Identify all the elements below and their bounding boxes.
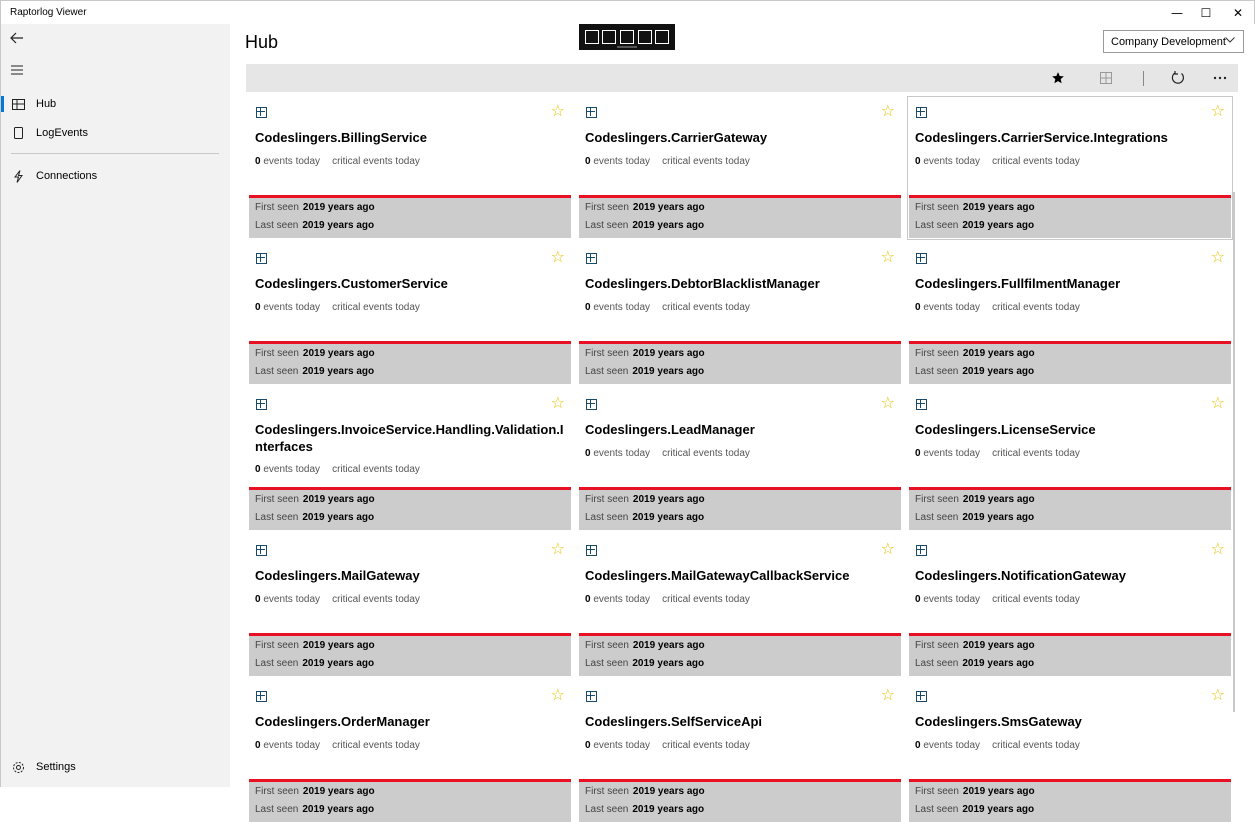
first-seen-value: 2019 years ago: [302, 786, 375, 797]
critical-events-label: critical events today: [332, 156, 420, 167]
first-seen-label: First seen: [255, 494, 299, 505]
service-name: Codeslingers.DebtorBlacklistManager: [585, 276, 820, 291]
event-stats: [915, 448, 1080, 459]
first-seen-label: First seen: [585, 494, 629, 505]
service-card[interactable]: [249, 536, 571, 676]
sidebar-item-label: Connections: [36, 170, 98, 182]
favorite-star-icon[interactable]: ☆: [880, 247, 895, 266]
critical-events-label: critical events today: [332, 464, 420, 475]
last-seen-value: 2019 years ago: [302, 804, 375, 815]
first-seen-label: First seen: [255, 786, 299, 797]
card-footer: [249, 779, 571, 822]
last-seen-label: Last seen: [255, 366, 299, 377]
chevron-down-icon: [1225, 35, 1235, 46]
events-today-label: events today: [263, 302, 321, 313]
first-seen-label: First seen: [585, 640, 629, 651]
event-stats: [585, 448, 750, 459]
favorite-star-icon[interactable]: ☆: [880, 539, 895, 558]
last-seen-value: 2019 years ago: [302, 366, 375, 377]
service-tile-icon: [586, 399, 597, 410]
service-name: Codeslingers.OrderManager: [255, 714, 430, 729]
critical-events-label: critical events today: [992, 302, 1080, 313]
card-footer: [909, 195, 1231, 238]
service-name: Codeslingers.InvoiceService.Handling.Validation.Interfaces: [255, 422, 564, 454]
events-count: 0: [915, 594, 921, 605]
first-seen-label: First seen: [915, 348, 959, 359]
last-seen-label: Last seen: [585, 512, 629, 523]
first-seen-value: 2019 years ago: [962, 494, 1035, 505]
sidebar-divider: [11, 153, 219, 154]
hot-reload-icon[interactable]: [655, 30, 669, 44]
first-seen-value: 2019 years ago: [632, 494, 705, 505]
service-card[interactable]: [579, 682, 901, 822]
first-seen-row: [915, 640, 1035, 651]
events-today-label: events today: [923, 448, 981, 459]
first-seen-value: 2019 years ago: [632, 348, 705, 359]
favorite-star-icon[interactable]: ☆: [1210, 685, 1225, 704]
first-seen-value: 2019 years ago: [302, 494, 375, 505]
first-seen-row: [585, 640, 705, 651]
selection-indicator: [1, 96, 4, 112]
card-footer: [249, 195, 571, 238]
events-count: 0: [585, 594, 591, 605]
events-today-label: events today: [923, 740, 981, 751]
first-seen-row: [255, 348, 375, 359]
event-stats: [255, 156, 420, 167]
favorite-star-icon[interactable]: ☆: [880, 393, 895, 412]
last-seen-value: 2019 years ago: [962, 804, 1035, 815]
events-count: 0: [255, 156, 261, 167]
service-card[interactable]: [579, 536, 901, 676]
critical-events-label: critical events today: [992, 448, 1080, 459]
first-seen-label: First seen: [585, 786, 629, 797]
service-tile-icon: [256, 545, 267, 556]
events-today-label: events today: [593, 156, 651, 167]
critical-events-label: critical events today: [662, 740, 750, 751]
first-seen-value: 2019 years ago: [302, 640, 375, 651]
last-seen-value: 2019 years ago: [962, 366, 1035, 377]
minimize-button[interactable]: —: [1171, 6, 1183, 20]
last-seen-label: Last seen: [915, 512, 959, 523]
first-seen-row: [255, 494, 375, 505]
favorite-star-icon[interactable]: ☆: [1210, 247, 1225, 266]
first-seen-row: [585, 494, 705, 505]
sidebar-item-label: Hub: [36, 98, 57, 110]
first-seen-row: [585, 786, 705, 797]
critical-events-label: critical events today: [992, 740, 1080, 751]
command-separator: [1143, 71, 1144, 86]
more-icon[interactable]: [1210, 68, 1230, 88]
refresh-icon[interactable]: [1168, 68, 1188, 88]
last-seen-value: 2019 years ago: [632, 658, 705, 669]
service-card[interactable]: [579, 244, 901, 384]
service-card[interactable]: [909, 682, 1231, 822]
critical-events-label: critical events today: [332, 594, 420, 605]
first-seen-value: 2019 years ago: [962, 348, 1035, 359]
last-seen-row: [915, 658, 1034, 669]
last-seen-row: [915, 804, 1034, 815]
critical-events-label: critical events today: [992, 156, 1080, 167]
events-count: 0: [255, 594, 261, 605]
first-seen-value: 2019 years ago: [962, 640, 1035, 651]
card-footer: [909, 633, 1231, 676]
first-seen-label: First seen: [255, 202, 299, 213]
favorite-star-icon[interactable]: ☆: [550, 393, 565, 412]
card-footer: [579, 487, 901, 530]
favorite-star-icon[interactable]: ☆: [550, 101, 565, 120]
debug-toolbar: [579, 24, 675, 50]
event-stats: [915, 740, 1080, 751]
event-stats: [915, 594, 1080, 605]
service-tile-icon: [586, 691, 597, 702]
last-seen-label: Last seen: [915, 658, 959, 669]
service-name: Codeslingers.LicenseService: [915, 422, 1096, 437]
sidebar-item-settings[interactable]: [1, 755, 230, 779]
service-tile-icon: [916, 253, 927, 264]
events-count: 0: [915, 740, 921, 751]
grid-icon[interactable]: [1096, 68, 1116, 88]
first-seen-row: [255, 786, 375, 797]
first-seen-label: First seen: [915, 494, 959, 505]
first-seen-label: First seen: [915, 786, 959, 797]
title-bar: [0, 0, 1255, 24]
first-seen-label: First seen: [915, 202, 959, 213]
favorite-star-icon[interactable]: ☆: [1210, 101, 1225, 120]
critical-events-label: critical events today: [992, 594, 1080, 605]
star-filled-icon[interactable]: [1048, 68, 1068, 88]
service-name: Codeslingers.SmsGateway: [915, 714, 1082, 729]
sidebar-item-label: Settings: [36, 761, 76, 773]
last-seen-row: [585, 658, 704, 669]
first-seen-row: [255, 640, 375, 651]
service-card[interactable]: [909, 536, 1231, 676]
events-count: 0: [255, 740, 261, 751]
favorite-star-icon[interactable]: ☆: [1210, 539, 1225, 558]
sidebar-item-label: LogEvents: [36, 127, 88, 139]
events-today-label: events today: [593, 448, 651, 459]
first-seen-row: [915, 348, 1035, 359]
environment-selected-value: Company Development: [1111, 35, 1226, 48]
events-count: 0: [255, 464, 261, 475]
service-name: Codeslingers.SelfServiceApi: [585, 714, 763, 729]
last-seen-value: 2019 years ago: [302, 658, 375, 669]
service-card[interactable]: [249, 98, 571, 238]
first-seen-row: [915, 494, 1035, 505]
service-name: Codeslingers.NotificationGateway: [915, 568, 1126, 583]
toolbar-drag-handle[interactable]: [617, 46, 637, 48]
last-seen-value: 2019 years ago: [632, 220, 705, 231]
live-tree-icon[interactable]: [638, 30, 652, 44]
events-count: 0: [915, 302, 921, 313]
service-name: Codeslingers.MailGatewayCallbackService: [585, 568, 850, 583]
events-today-label: events today: [263, 594, 321, 605]
events-count: 0: [915, 448, 921, 459]
event-stats: [585, 302, 750, 313]
critical-events-label: critical events today: [662, 448, 750, 459]
service-name: Codeslingers.LeadManager: [585, 422, 755, 437]
first-seen-label: First seen: [915, 640, 959, 651]
events-count: 0: [585, 302, 591, 313]
service-tile-icon: [916, 399, 927, 410]
services-grid: [249, 98, 1232, 815]
favorite-star-icon[interactable]: ☆: [550, 685, 565, 704]
back-arrow-icon[interactable]: [9, 30, 25, 46]
events-today-label: events today: [263, 464, 321, 475]
last-seen-label: Last seen: [585, 366, 629, 377]
card-footer: [579, 341, 901, 384]
last-seen-row: [915, 512, 1034, 523]
service-tile-icon: [256, 691, 267, 702]
last-seen-row: [255, 366, 374, 377]
event-stats: [585, 740, 750, 751]
service-card[interactable]: [909, 244, 1231, 384]
last-seen-label: Last seen: [915, 220, 959, 231]
service-name: Codeslingers.BillingService: [255, 130, 427, 145]
maximize-button[interactable]: ☐: [1200, 6, 1212, 20]
favorite-star-icon[interactable]: ☆: [550, 539, 565, 558]
last-seen-row: [255, 658, 374, 669]
dashboard-icon: [11, 97, 25, 111]
last-seen-row: [255, 512, 374, 523]
events-today-label: events today: [923, 594, 981, 605]
hamburger-icon[interactable]: [9, 62, 25, 78]
last-seen-value: 2019 years ago: [962, 658, 1035, 669]
page-title: Hub: [245, 32, 279, 52]
last-seen-label: Last seen: [255, 658, 299, 669]
last-seen-label: Last seen: [585, 658, 629, 669]
service-card[interactable]: [909, 390, 1231, 530]
service-card[interactable]: [249, 682, 571, 822]
events-count: 0: [585, 740, 591, 751]
events-count: 0: [585, 448, 591, 459]
event-stats: [255, 740, 420, 751]
service-card[interactable]: [249, 390, 571, 530]
card-footer: [909, 341, 1231, 384]
service-tile-icon: [916, 107, 927, 118]
card-footer: [579, 779, 901, 822]
last-seen-value: 2019 years ago: [632, 804, 705, 815]
card-footer: [249, 487, 571, 530]
events-today-label: events today: [923, 156, 981, 167]
favorite-star-icon[interactable]: ☆: [1210, 393, 1225, 412]
lightning-icon: [11, 169, 25, 183]
service-card[interactable]: [909, 98, 1231, 238]
first-seen-row: [915, 202, 1035, 213]
event-stats: [255, 302, 420, 313]
first-seen-value: 2019 years ago: [962, 202, 1035, 213]
critical-events-label: critical events today: [662, 302, 750, 313]
first-seen-row: [255, 202, 375, 213]
critical-events-label: critical events today: [662, 594, 750, 605]
last-seen-label: Last seen: [915, 366, 959, 377]
first-seen-value: 2019 years ago: [962, 786, 1035, 797]
last-seen-row: [585, 512, 704, 523]
first-seen-row: [585, 202, 705, 213]
events-today-label: events today: [593, 302, 651, 313]
favorite-star-icon[interactable]: ☆: [880, 685, 895, 704]
first-seen-value: 2019 years ago: [632, 786, 705, 797]
last-seen-row: [255, 220, 374, 231]
event-stats: [255, 594, 420, 605]
service-name: Codeslingers.MailGateway: [255, 568, 420, 583]
sidebar-item-logevents[interactable]: [1, 121, 230, 145]
first-seen-row: [915, 786, 1035, 797]
environment-dropdown[interactable]: [1103, 30, 1244, 53]
first-seen-value: 2019 years ago: [302, 202, 375, 213]
service-card[interactable]: [579, 390, 901, 530]
service-tile-icon: [256, 399, 267, 410]
card-footer: [249, 341, 571, 384]
first-seen-label: First seen: [255, 348, 299, 359]
events-count: 0: [255, 302, 261, 313]
service-name: Codeslingers.CarrierService.Integrations: [915, 130, 1168, 145]
last-seen-label: Last seen: [585, 220, 629, 231]
event-stats: [585, 156, 750, 167]
critical-events-label: critical events today: [662, 156, 750, 167]
vertical-scrollbar[interactable]: [1233, 192, 1235, 712]
first-seen-label: First seen: [255, 640, 299, 651]
event-stats: [255, 464, 420, 475]
sidebar-item-hub[interactable]: [1, 92, 230, 116]
event-stats: [585, 594, 750, 605]
last-seen-row: [915, 220, 1034, 231]
service-tile-icon: [256, 253, 267, 264]
events-today-label: events today: [593, 740, 651, 751]
critical-events-label: critical events today: [332, 740, 420, 751]
service-tile-icon: [256, 107, 267, 118]
events-today-label: events today: [263, 156, 321, 167]
last-seen-value: 2019 years ago: [302, 512, 375, 523]
last-seen-row: [585, 366, 704, 377]
last-seen-row: [255, 804, 374, 815]
service-card[interactable]: [579, 98, 901, 238]
last-seen-value: 2019 years ago: [962, 220, 1035, 231]
first-seen-value: 2019 years ago: [632, 640, 705, 651]
last-seen-value: 2019 years ago: [302, 220, 375, 231]
service-name: Codeslingers.FullfilmentManager: [915, 276, 1121, 291]
event-stats: [915, 302, 1080, 313]
last-seen-row: [915, 366, 1034, 377]
document-icon: [11, 126, 25, 140]
service-card[interactable]: [249, 244, 571, 384]
service-name: Codeslingers.CustomerService: [255, 276, 448, 291]
window-title: Raptorlog Viewer: [10, 7, 87, 18]
last-seen-label: Last seen: [255, 220, 299, 231]
navigation-pane: [0, 24, 230, 787]
favorite-star-icon[interactable]: ☆: [550, 247, 565, 266]
select-element-icon[interactable]: [585, 30, 599, 44]
service-tile-icon: [916, 691, 927, 702]
card-footer: [909, 487, 1231, 530]
events-today-label: events today: [593, 594, 651, 605]
card-footer: [909, 779, 1231, 822]
first-seen-value: 2019 years ago: [632, 202, 705, 213]
first-seen-label: First seen: [585, 202, 629, 213]
events-today-label: events today: [923, 302, 981, 313]
card-footer: [579, 633, 901, 676]
close-button[interactable]: ✕: [1232, 6, 1244, 20]
event-stats: [915, 156, 1080, 167]
service-tile-icon: [586, 545, 597, 556]
last-seen-label: Last seen: [585, 804, 629, 815]
first-seen-value: 2019 years ago: [302, 348, 375, 359]
gear-icon: [11, 760, 25, 774]
events-today-label: events today: [263, 740, 321, 751]
track-focus-icon[interactable]: [620, 30, 634, 44]
favorite-star-icon[interactable]: ☆: [880, 101, 895, 120]
last-seen-value: 2019 years ago: [632, 512, 705, 523]
card-footer: [249, 633, 571, 676]
last-seen-label: Last seen: [915, 804, 959, 815]
service-name: Codeslingers.CarrierGateway: [585, 130, 768, 145]
first-seen-label: First seen: [585, 348, 629, 359]
last-seen-row: [585, 804, 704, 815]
command-bar: [246, 64, 1238, 92]
critical-events-label: critical events today: [332, 302, 420, 313]
last-seen-label: Last seen: [255, 804, 299, 815]
service-tile-icon: [586, 253, 597, 264]
last-seen-value: 2019 years ago: [632, 366, 705, 377]
display-layout-icon[interactable]: [602, 30, 616, 44]
first-seen-row: [585, 348, 705, 359]
events-count: 0: [585, 156, 591, 167]
sidebar-item-connections[interactable]: [1, 164, 230, 188]
card-footer: [579, 195, 901, 238]
last-seen-value: 2019 years ago: [962, 512, 1035, 523]
last-seen-row: [585, 220, 704, 231]
events-count: 0: [915, 156, 921, 167]
service-tile-icon: [916, 545, 927, 556]
last-seen-label: Last seen: [255, 512, 299, 523]
service-tile-icon: [586, 107, 597, 118]
